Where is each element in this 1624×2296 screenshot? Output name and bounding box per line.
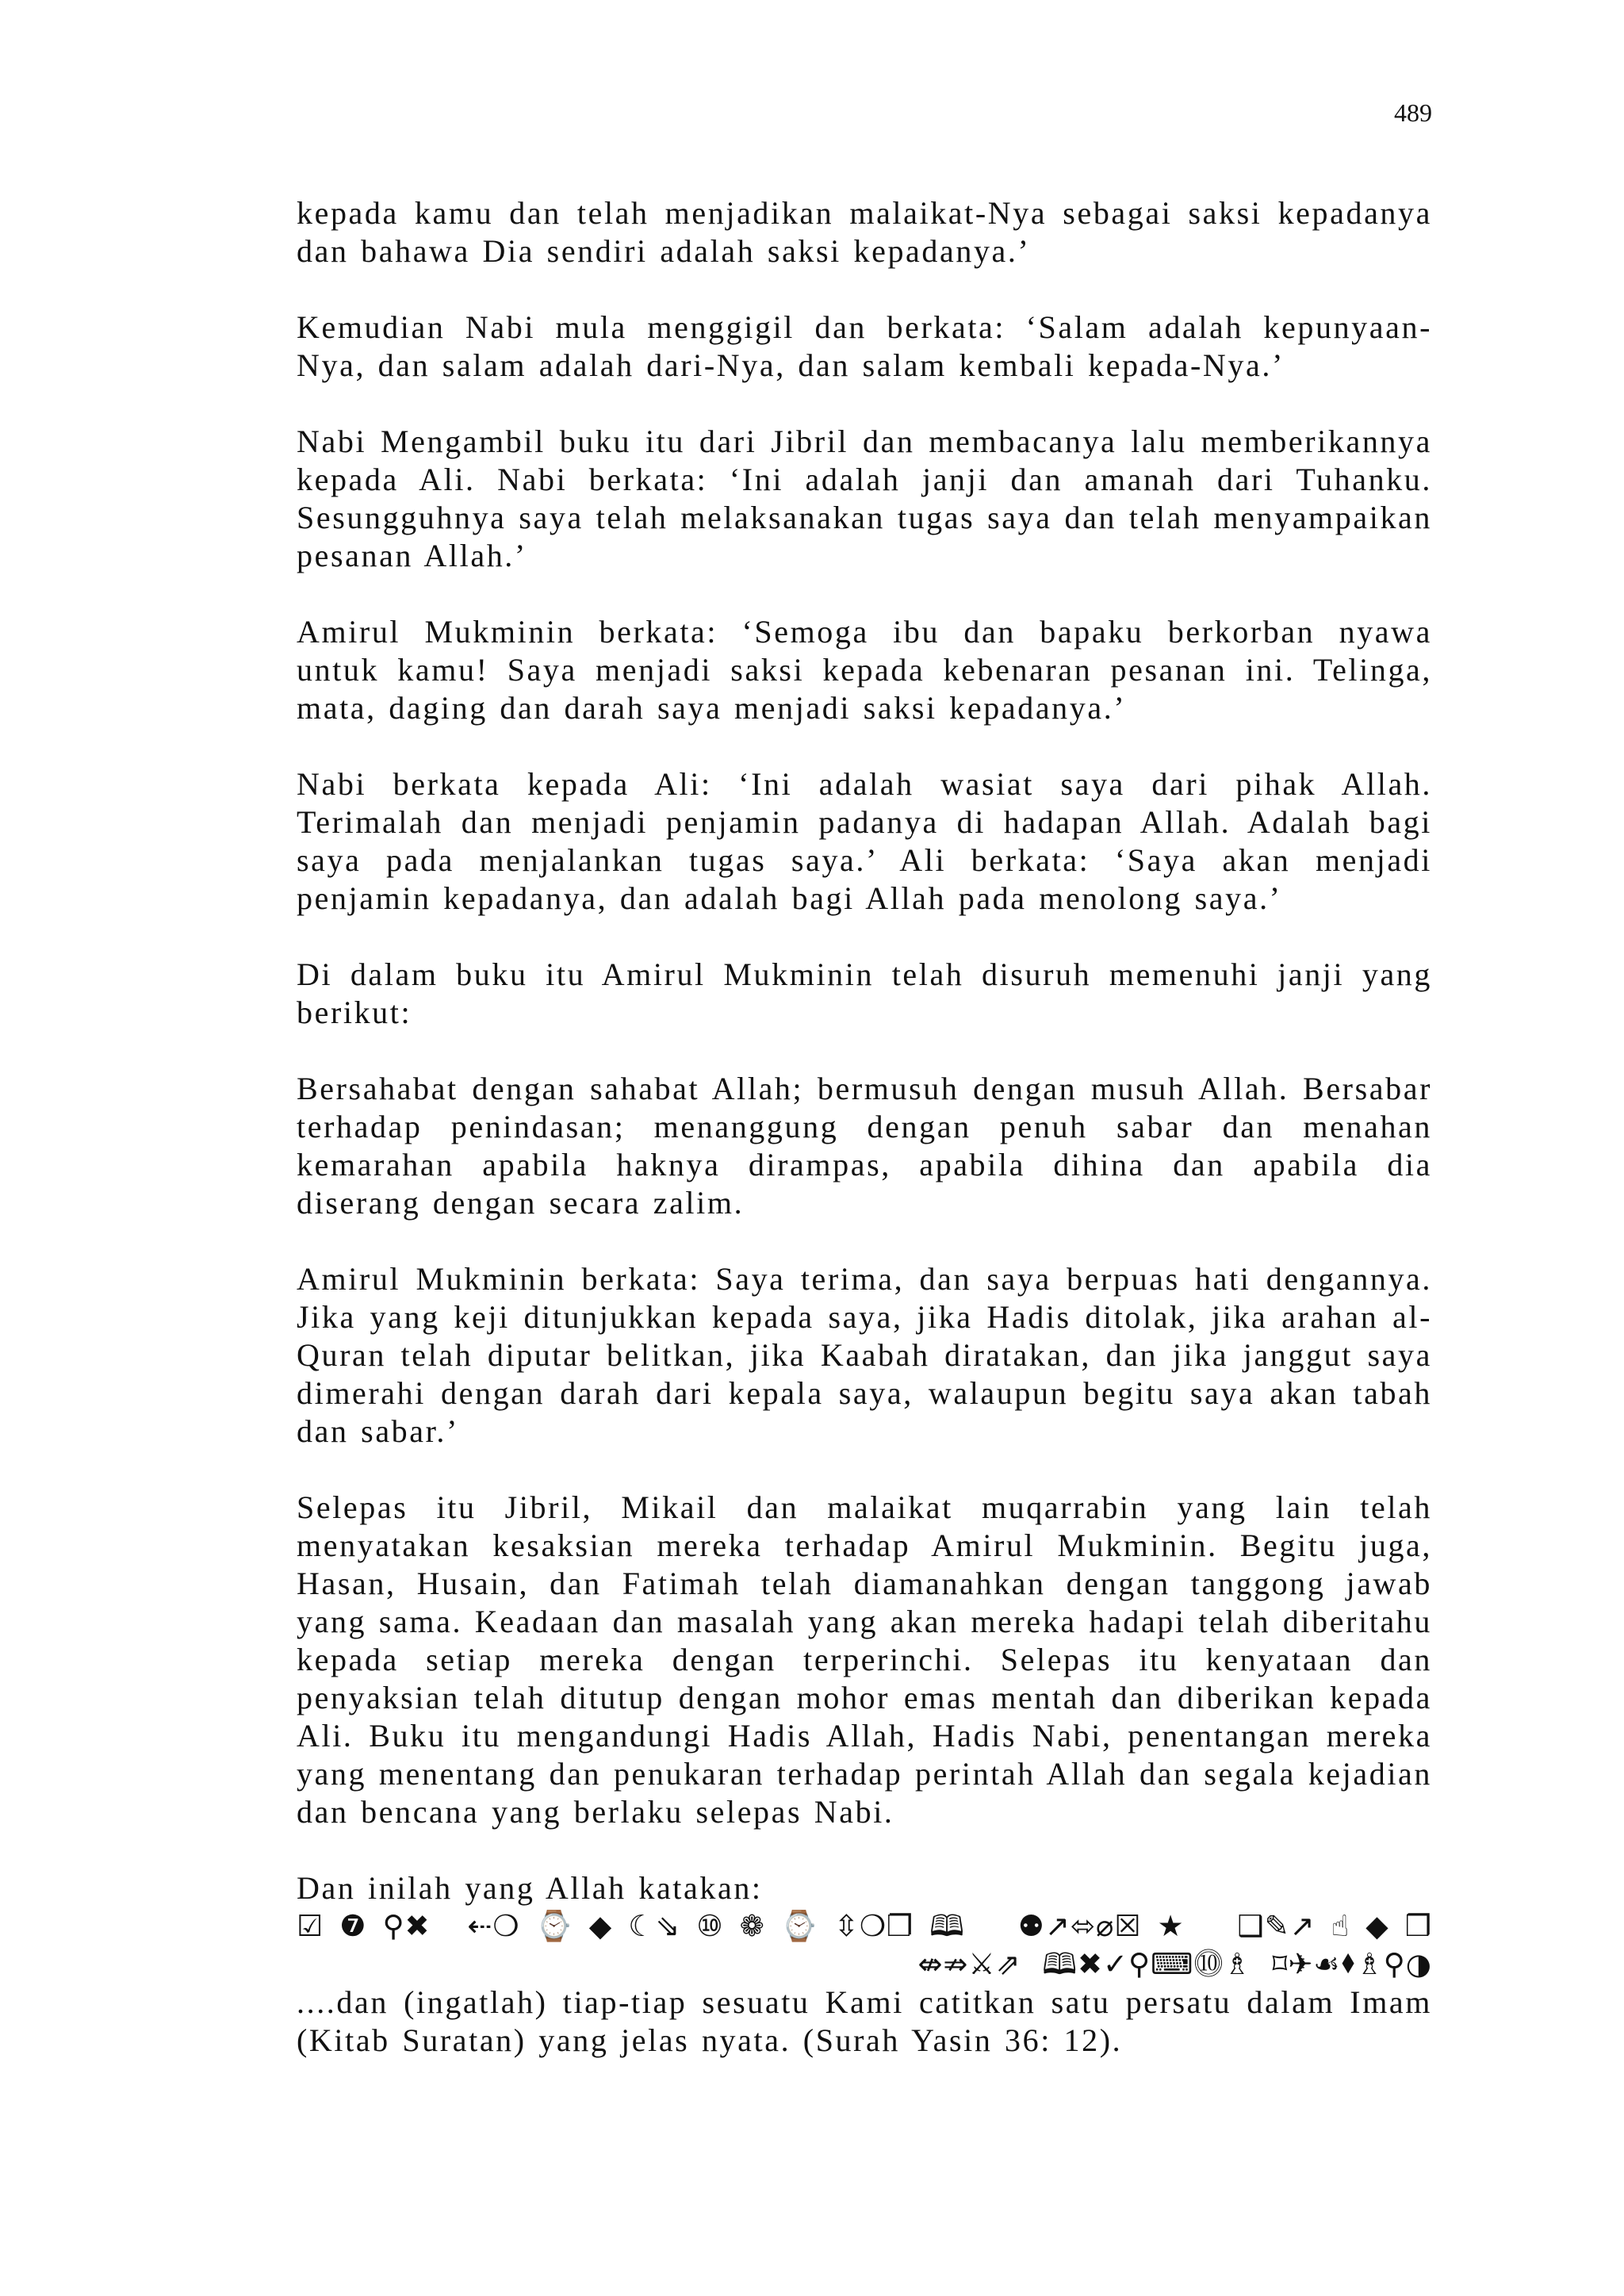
verse-line-2: ⇎⇏⚔⇗ 🕮✖✓⚲⌨⓾♗ ⌑✈☙⬧♗⚲◑ [917,1947,1432,1981]
paragraph-3: Nabi Mengambil buku itu dari Jibril dan membacanya lalu memberikannya kepada Ali. Nabi berkata: ‘Ini adalah janji dan amanah dari Tuhanku. Sesungguhnya saya telah melaksanakan tugas saya dan telah menyampaikan pesanan Allah.’ [297,424,1432,573]
verse-line-1: ☑❼⚲✖ ⇠❍⌚◆☾⇘⑩❁⌚⇳❍❐🕮 ⚉↗⬄⌀☒★ ❑✎↗☝◆❒ [297,1909,1432,1943]
paragraph-8: Amirul Mukminin berkata: Saya terima, dan saya berpuas hati dengannya. Jika yang keji ditunjukkan kepada saya, jika Hadis ditolak, jika arahan al-Quran telah diputar belitkan, jika Kaabah diratakan, dan jika janggut saya dimerahi dengan darah dari kepala saya, walaupun begitu saya akan tabah dan sabar.’ [297,1261,1432,1449]
verse-translation: ....dan (ingatlah) tiap-tiap sesuatu Kami catitkan satu persatu dalam Imam (Kitab Suratan) yang jelas nyata. (Surah Yasin 36: 12). [297,1984,1432,2058]
page-number: 489 [1394,98,1432,127]
body-text [297,194,1432,2060]
paragraph-7: Bersahabat dengan sahabat Allah; bermusuh dengan musuh Allah. Bersabar terhadap penindasan; menanggung dengan penuh sabar dan menahan kemarahan apabila haknya dirampas, apabila dihina dan apabila dia diserang dengan secara zalim. [297,1071,1432,1221]
paragraph-5: Nabi berkata kepada Ali: ‘Ini adalah wasiat saya dari pihak Allah. Terimalah dan menjadi penjamin padanya di hadapan Allah. Adalah bagi saya pada menjalankan tugas saya.’ Ali berkata: ‘Saya akan menjadi penjamin kepadanya, dan adalah bagi Allah pada menolong saya.’ [297,766,1432,916]
paragraph-1: kepada kamu dan telah menjadikan malaikat-Nya sebagai saksi kepadanya dan bahawa Dia sendiri adalah saksi kepadanya.’ [297,195,1432,269]
quote-intro: Dan inilah yang Allah katakan: [297,1870,763,1906]
paragraph-2: Kemudian Nabi mula menggigil dan berkata: ‘Salam adalah kepunyaan-Nya, dan salam adalah dari-Nya, dan salam kembali kepada-Nya.’ [297,309,1432,383]
paragraph-4: Amirul Mukminin berkata: ‘Semoga ibu dan bapaku berkorban nyawa untuk kamu! Saya menjadi saksi kepada kebenaran pesanan ini. Telinga, mata, daging dan darah saya menjadi saksi kepadanya.’ [297,614,1432,726]
paragraph-9: Selepas itu Jibril, Mikail dan malaikat muqarrabin yang lain telah menyatakan kesaksian mereka terhadap Amirul Mukminin. Begitu juga, Hasan, Husain, dan Fatimah telah diamanahkan dengan tanggong jawab yang sama. Keadaan dan masalah yang akan mereka hadapi telah diberitahu kepada setiap mereka dengan terperinchi. Selepas itu kenyataan dan penyaksian telah ditutup dengan mohor emas mentah dan diberikan kepada Ali. Buku itu mengandungi Hadis Allah, Hadis Nabi, penentangan mereka yang menentang dan penukaran terhadap perintah Allah dan segala kejadian dan bencana yang berlaku selepas Nabi. [297,1489,1432,1830]
paragraph-6: Di dalam buku itu Amirul Mukminin telah disuruh memenuhi janji yang berikut: [297,956,1432,1030]
